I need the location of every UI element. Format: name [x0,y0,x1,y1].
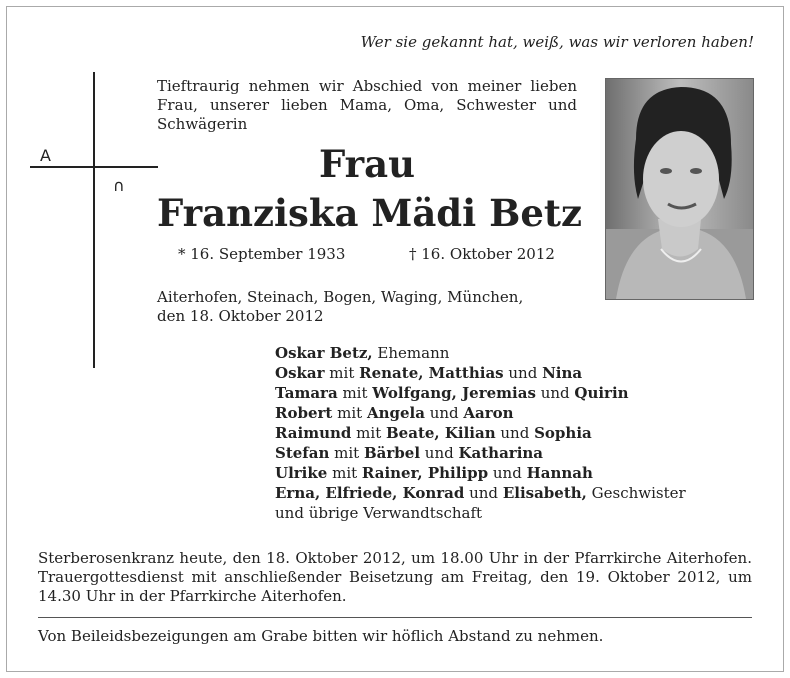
mourner-line [275,463,686,483]
divider [38,617,752,618]
mourner-text: und [488,464,527,482]
omega-symbol: ∩ [113,176,125,195]
mourner-text: und [420,444,459,462]
mourner-name: Erna, Elfriede, Konrad [275,484,465,502]
mourner-text: mit [351,424,386,442]
places-date [157,288,577,326]
intro-text: Tieftraurig nehmen wir Abschied von meiner lieben Frau, unserer lieben Mama, Oma, Schwester und Schwägerin [157,77,577,133]
mourner-name: Tamara [275,384,338,402]
mourner-name: Angela [366,404,425,422]
mourner-name: Sophia [534,424,592,442]
mourner-name: Beate, Kilian [386,424,496,442]
closing-note: Von Beileidsbezeigungen am Grabe bitten wir höflich Abstand zu nehmen. [38,627,604,645]
mourner-name: Renate, Matthias [359,364,504,382]
birth-date: * 16. September 1933 [178,245,346,263]
mourner-text: und übrige Verwandtschaft [275,504,483,522]
mourner-line [275,343,686,363]
mourner-text: Geschwister [586,484,686,502]
mourner-name: Stefan [275,444,330,462]
mourner-name: Oskar [275,364,325,382]
mourners-list [275,343,686,523]
mourner-text: und [424,404,464,422]
mourner-line [275,483,686,503]
deceased-name: Franziska Mädi Betz [157,191,583,235]
mourner-name: Elisabeth, [502,484,587,502]
portrait-image [606,79,753,299]
mourner-line [275,363,686,383]
portrait-photo [605,78,754,300]
cross-vertical-bar [93,72,95,368]
places-line: Aiterhofen, Steinach, Bogen, Waging, München, [157,288,524,306]
mourner-text: mit [332,404,367,422]
mourner-name: Katharina [458,444,544,462]
mourner-text: und [464,484,503,502]
mourner-name: Oskar Betz, [275,344,373,362]
mourner-name: Quirin [574,384,629,402]
mourner-text: mit [324,364,360,382]
mourner-name: Wolfgang, Jeremias [372,384,536,402]
mourner-text: mit [329,444,364,462]
mourner-text: Ehemann [372,344,450,362]
mourner-text: und [503,364,543,382]
alpha-symbol: A [40,146,51,165]
death-date: † 16. Oktober 2012 [409,245,555,263]
title: Frau [319,142,415,186]
mourner-name: Bärbel [363,444,421,462]
mourner-text: mit [327,464,362,482]
mourner-text: und [495,424,535,442]
mourner-text: mit [337,384,373,402]
mourner-name: Robert [275,404,333,422]
mourner-name: Ulrike [275,464,328,482]
mourner-line [275,383,686,403]
cross-horizontal-bar [30,166,158,168]
mourner-line [275,443,686,463]
date-line: den 18. Oktober 2012 [157,307,324,325]
mourner-line [275,503,686,523]
mourner-name: Raimund [275,424,352,442]
mourner-text: und [535,384,575,402]
mourner-name: Nina [542,364,583,382]
mourner-name: Rainer, Philipp [361,464,489,482]
mourner-name: Hannah [526,464,593,482]
mourner-line [275,423,686,443]
motto: Wer sie gekannt hat, weiß, was wir verloren haben! [360,33,754,51]
mourner-name: Aaron [463,404,514,422]
service-notice: Sterberosenkranz heute, den 18. Oktober 2012, um 18.00 Uhr in der Pfarrkirche Aiterhofen. Trauergottesdienst mit anschließender Beisetzung am Freitag, den 19. Oktober 2012, um 14.30 Uhr in der Pfarrkirche Aiterhofen. [38,549,752,605]
mourner-line [275,403,686,423]
